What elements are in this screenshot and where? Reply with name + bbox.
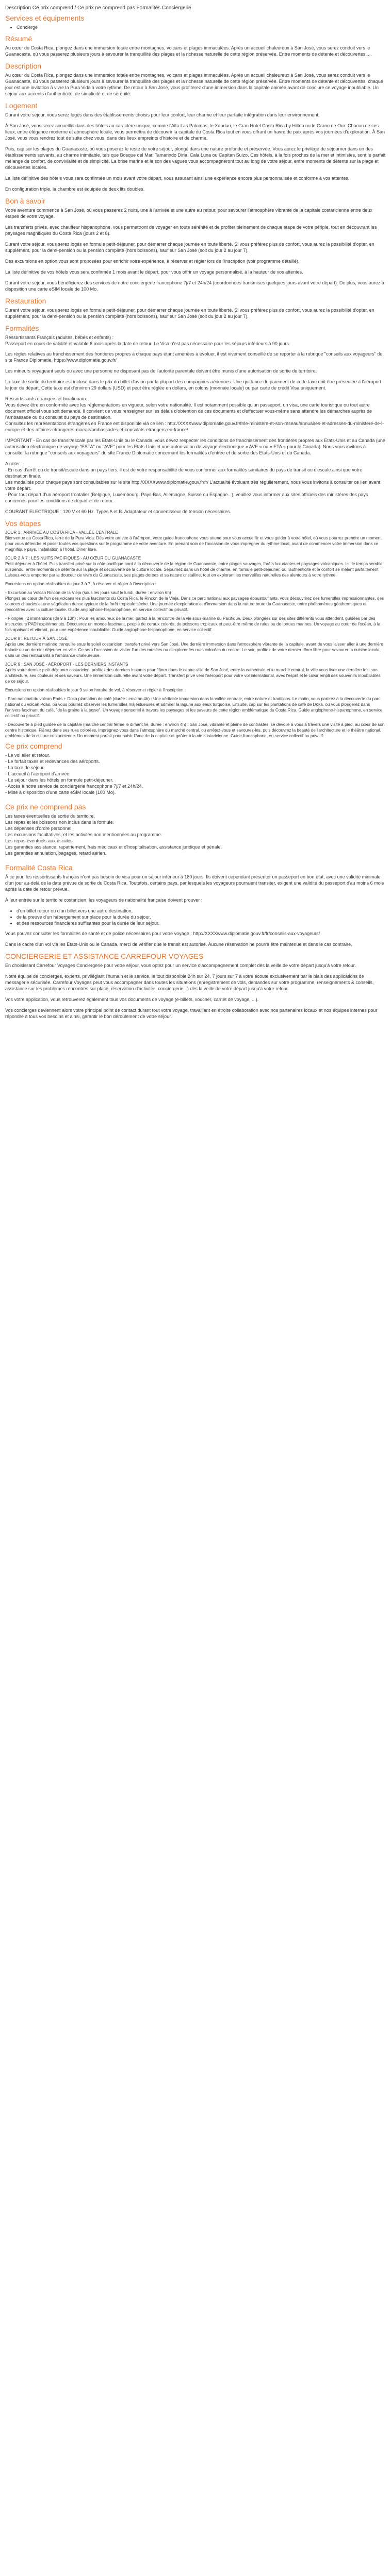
paragraph: - Excursion au Volcan Rincon de la Vieja (sous les jours sauf le lundi, durée : environ 6h) Plongez au cœur de l'un des volcans les plus fascinants du Costa Rica, le Rincon de la Vieja. Dans ce parc national aux paysages époustouflants, vous découvrirez des fumerolles impressionnantes, des sources chaudes et une végétation dense typique de la forêt tropicale sèche. Une journée d'exploration et d'immersion dans la nature brute du Guanacaste, entre phénomènes géothermiques et rencontres avec la culture locale. Guide anglophone-hispanophone, en service collectif ou privatif. [5, 590, 384, 612]
paragraph: JOUR 9 : SAN JOSÉ - AÉROPORT - LES DERNIERS INSTANTS Après votre dernier petit-déjeuner costaricien, profitez des derniers instants pour flâner dans le centre-ville de San José, entre la cathédrale et le marché central, la ville vous livre une dernière fois son architecture, ses couleurs et ses saveurs. Une immersion culturelle avant votre départ. Transfert privé vers l'aéroport pour votre vol international, avec l'esprit et le cœur empli des souvenirs inoubliables de ce séjour. [5, 662, 381, 684]
paragraph: Les mineurs voyageant seuls ou avec une personne ne disposant pas de l'autorité parentale doivent être munis d'une autorisation de sortie de territoire. [5, 368, 317, 374]
paragraph: À San José, vous serez accueillis dans des hôtels au caractère unique, comme l'Alta Las Palomas, le Xandari, le Gran Hotel Costa Rica by Hilton ou le Grano de Oro. Chacun de ces lieux, entre élégance moderne et atmosphère locale, vous permettra de découvrir la capitale du Costa Rica tout en vous offrant un havre de paix après vos journées d'exploration. À San José, vous vous rendrez tout de suite chez vous, dans des lieux empreints d'histoire et de charme. [5, 123, 385, 141]
section-title-resume: Résumé [5, 35, 32, 43]
page [0, 0, 391, 1035]
paragraph: La taxe de sortie du territoire est incluse dans le prix du billet d'avion par la plupart des compagnies aériennes. Une quittance du paiement de cette taxe doit être présentée à l'aéroport le jour du départ. Cette taxe est d'environ 29 dollars (USD) et peut être réglée en dollars, en colons (monnaie locale) ou par carte de crédit Visa uniquement. [5, 379, 381, 391]
resume-text: Au cœur du Costa Rica, plongez dans une immersion totale entre montagnes, volcans et plages immaculées. Après un accueil chaleureux à San José, vous serez conduit vers le Guanacaste, où vous passerez plusieurs jours à savourer la tranquillité des plages et la richesse naturelle de cette région préservée. Entre moments de détente et découvertes, ... [5, 45, 372, 57]
list-item: Les garanties annulation, bagages, retard aérien. [5, 851, 107, 856]
list-item: - Le séjour dans les hôtels en formule petit-déjeuner. [5, 777, 113, 783]
paragraph: Ressortissants étrangers et binationaux : Vous devez être en conformité avec les réglementations en vigueur, selon votre nationalité. Il est notamment possible qu'un passeport, un visa, une carte touristique ou tout autre document officiel vous soit demandé. Il convient de vous renseigner sur les délais d'obtention de ces documents et d'effectuer vous-même sans attendre les démarches auprès de l'ambassade ou du consulat du pays de destination. Consultez les représentations étrangères en France est disponible via ce lien : http://XXXXwww.diplomatie.gouv.fr/fr/le-ministere-et-son-reseau/annuaires-et-adresses-du-ministere-de-l-europe-et-des-affaires-etrangeres-maeae/ambassades-et-consulats-etrangers-en-france/ [5, 396, 384, 432]
paragraph: Notre équipe de concierges, experts, privilégiant l'humain et le service, le tout disponible 24h sur 24, 7 jours sur 7 à votre écoute exclusivement par le biais des applications de messagerie sécurisée. Carrefour Voyages peut vous accompagner dans toutes les situations (enregistrement de vols, demandes sur votre programme, renseignements & conseils, assistance sur les problèmes rencontrés sur place, réservation d'activités, conciergerie...) dès la veille de votre départ jusqu'à votre retour. [5, 974, 374, 991]
paragraph: Les transferts privés, avec chauffeur hispanophone, vous permettront de voyager en toute sérénité et de profiter pleinement de chaque étape de votre périple, tout en découvrant les paysages magnifiques du Costa Rica (jours 2 et 8). [5, 225, 377, 236]
paragraph: A noter : - En cas d'arrêt ou de transit/escale dans un pays tiers, il est de votre responsabilité de vous conformer aux formalités sanitaires du pays de transit ou d'escale ainsi que votre destination finale. Les modalités pour chaque pays sont consultables sur le site http://XXXXwww.diplomatie.gouv.fr/fr/ L'actualité évoluant très régulièrement, nous vous invitons à consulter ce lien avant votre départ. - Pour tout départ d'un aéroport frontalier (Belgique, Luxembourg, Pays-Bas, Allemagne, Suisse ou Espagne...), veuillez vous informer aux sites officiels des ministères des pays concernés pour les conditions de départ et de retour. [5, 461, 380, 503]
paragraph: Puis, cap sur les plages du Guanacaste, où vous poserez le reste de votre séjour, plongé dans une nature profonde et préservée. Vous aurez le privilège de séjourner dans un des établissements suivants, au charme inimitable, tels que Bosque del Mar, Tamarindo Diria, Cala Luna ou Capitan Suizo. Ces hôtels, à la fois proches de la mer et intimistes, sont le parfait mélange de confort, de convivialité et de simplicité. La brise marine et le son des vagues vous accompagneront tout au long de votre séjour, entre moments de détente sur la plage et découvertes locales. [5, 146, 386, 170]
paragraph: - Plongée : 2 immersions (de 9 à 13h) : Pour les amoureux de la mer, partez à la rencontre de la vie sous-marine du Pacifique. Deux plongées sur des sites différents vous attendent, guidées par des instructeurs PADI expérimentés. Découvrez un monde fascinant, peuplé de coraux colorés, de poissons tropicaux et peut-être même de raies ou de tortues marines. Un voyage au cœur de l'océan, à la fois apaisant et vibrant, pour une expérience inoubliable. Guide anglophone-hispanophone, en service collectif. [5, 616, 381, 632]
paragraph: Des excursions en option vous sont proposées pour enrichir votre expérience, à réserver et régler lors de l'inscription (voir programme détaillé). [5, 259, 300, 264]
line: Ressortissants Français (adultes, bébés et enfants) : [5, 335, 114, 340]
list-item: - Mise à disposition d'une carte eSIM locale (100 Mo). [5, 790, 116, 795]
section-title-prix-comprend: Ce prix comprend [5, 742, 62, 750]
paragraph: COURANT ELECTRIQUE : 120 V et 60 Hz. Types A et B. Adaptateur et convertisseur de tension nécessaires. [5, 509, 231, 514]
list-item: • Concierge [17, 24, 386, 30]
paragraph: À leur entrée sur le territoire costaricien, les voyageurs de nationalité française doivent prouver : [5, 897, 203, 903]
list-item: Les excursions facultatives, et les activités non mentionnées au programme. [5, 832, 162, 837]
section-title-formalite-costa-rica: Formalité Costa Rica [5, 863, 73, 872]
restauration-text: Durant votre séjour, vous serez logés en formule petit-déjeuner, pour démarrer chaque journée en toute liberté. Si vous préférez plus de confort, vous aurez la possibilité d'opter, en supplément, pour la demi-pension ou la pension complète (hors boissons), sauf sur San José (soit du jour 2 au jour 7). [5, 308, 374, 319]
list-item: Les dépenses d'ordre personnel. [5, 826, 73, 831]
paragraph: Vos concierges deviennent alors votre principal point de contact durant tout votre voyage, travaillant en étroite collaboration avec nos partenaires locaux et nos équipes internes pour répondre à tous vos besoins et ainsi, garantir le bon déroulement de votre séjour. [5, 1008, 378, 1019]
section-title-prix-ne-comprend: Ce prix ne comprend pas [5, 803, 86, 811]
paragraph: Durant votre séjour, vous serez logés dans des établissements choisis pour leur confort, leur charme et leur parfaite intégration dans leur environnement. [5, 112, 320, 117]
paragraph: IMPORTANT - En cas de transit/escale par les Etats-Unis ou le Canada, vous devez respecter les conditions de franchissement des frontières propres aux Etats-Unis et au Canada (une autorisation électronique de voyage "ESTA" ou "AVE" pour les Etats-Unis et une autorisation de voyage électronique « AVE » ou « ETA » pour le Canada). Nous vous invitons à consulter la rubrique "conseils aux voyageurs" du site France Diplomatie concernant les formalités d'entrée et de sortie des Etats-Unis et du Canada. [5, 438, 385, 455]
paragraph: Excursions en option réalisables le jour 9 selon horaire de vol, à réserver et régler à l'inscription : [5, 688, 186, 692]
paragraph: Vos votre application, vous retrouverez également tous vos documents de voyage (e-billets, voucher, carnet de voyage, ...). [5, 997, 259, 1002]
paragraph: Vous pouvez consulter les formalités de santé et de police nécessaires pour votre voyage : http://XXXXwww.diplomatie.gouv.fr/fr/conseils-aux-voyageurs/ [5, 931, 320, 936]
list-item: Les repas et les boissons non inclus dans la formule. [5, 820, 115, 825]
list-item: Les taxes éventuelles de sortie du territoire. [5, 814, 95, 819]
list-item: • de la preuve d'un hébergement sur place pour la durée du séjour, [17, 914, 386, 920]
section-title-formalites: Formalités [5, 324, 39, 332]
breadcrumb: Description Ce prix comprend / Ce prix ne comprend pas Formalités Conciergerie [5, 5, 191, 11]
list-item: - Le vol aller et retour. [5, 753, 51, 758]
paragraph: Votre aventure commence à San José, où vous passerez 2 nuits, une à l'arrivée et une autre au retour, pour savourer l'atmosphère vibrante de la capitale costaricienne entre deux étapes de votre voyage. [5, 208, 372, 219]
services-list [5, 24, 386, 30]
list-item: • d'un billet retour ou d'un billet vers une autre destination, [17, 908, 386, 914]
list-item: - La taxe de séjour. [5, 765, 45, 770]
list-item: - Accès à notre service de conciergerie francophone 7j/7 et 24h/24. [5, 784, 143, 789]
prix-comprend-list [5, 752, 386, 795]
paragraph: Excursions en option réalisables du jour 3 à 7, à réserver et régler à l'inscription : [5, 582, 156, 586]
paragraph: Dans le cadre d'un vol via les Etats-Unis ou le Canada, merci de vérifier que le transit est autorisé. Aucune réservation ne pourra être maintenue et dans le cas contraire. [5, 942, 352, 947]
section-title-conciergerie: CONCIERGERIE ET ASSISTANCE CARREFOUR VOYAGES [5, 952, 204, 960]
paragraph: JOUR 2 À 7 : LES NUITS PACIFIQUES - AU CŒUR DU GUANACASTE Petit-déjeuner à l'hôtel. Puis transfert privé sur la côte pacifique nord à la découverte de la région de Guanacaste, entre plages sauvages, forêts luxuriantes et paysages volcaniques. Ici, le temps semble suspendu, entre moments de détente sur la plage et découverte de la culture locale. Séjournez dans un hôtel de charme, en formule petit-déjeuner, où l'authenticité et le confort se mêlent parfaitement. Laissez-vous emporter par la douceur de vivre du Guanacaste, ses plages dorées et sa nature cristalline, tout en explorant les merveilles naturelles des alentours à votre rythme. [5, 556, 383, 578]
formalites-lines [5, 334, 386, 347]
list-item: Les garanties assistance, rapatriement, frais médicaux et d'hospitalisation, assistance juridique et pénale. [5, 844, 222, 850]
paragraph: Les règles relatives au franchissement des frontières propres à chaque pays étant amenées à évoluer, il est vivement conseillé de se reporter à la rubrique "conseils aux voyageurs" du site France Diplomatie, https://www.diplomatie.gouv.fr/ [5, 351, 383, 363]
line: Passeport en cours de validité et valable 6 mois après la date de retour. Le Visa n'est pas nécessaire pour les séjours inférieurs à 90 jours. [5, 341, 290, 346]
section-title-bon-a-savoir: Bon à savoir [5, 197, 45, 205]
paragraph: JOUR 8 : RETOUR À SAN JOSÉ Après une dernière matinée tranquille sous le soleil costaricien, transfert privé vers San José. Une dernière immersion dans l'atmosphère vibrante de la capitale, avant de vous laisser aller à une dernière balade ou un dernier déjeuner en ville. Ce sera l'occasion de visiter l'un des musées ou d'explorer les rues colorées du centre. Le soir, profitez de votre dernier dîner libre pour savourer la cuisine locale, dans un des restaurants à l'ambiance chaleureuse. [5, 636, 383, 658]
paragraph: - Parc national du volcan Poás + Doka plantation de café (durée : environ 4h) : Une véritable immersion dans la vallée centrale, entre nature et traditions. Le matin, vous partirez à la découverte du parc national du volcan Poás, où vous pourrez observer les fumerolles majestueuses et admirer la lagune aux eaux turquoise. Ensuite, cap sur les plantations de café de Doka, où vous plongerez dans l'univers fascinant du café, "de la graine à la tasse". Un voyage sensoriel à travers les paysages et les saveurs de cette région emblématique du Costa Rica. Guide anglophone-hispanophone, en service collectif ou privatif. [5, 697, 383, 718]
list-item: • et des ressources financières suffisantes pour la durée de leur séjour. [17, 920, 386, 926]
paragraph: En choisissant Carrefour Voyages Conciergerie pour votre séjour, vous optez pour un service d'accompagnement complet dès la veille de votre départ jusqu'à votre retour. [5, 963, 356, 968]
paragraph: La liste définitive de vos hôtels vous sera confirmée 1 mois avant le départ, pour vous offrir un voyage personnalisé, à la hauteur de vos attentes. [5, 269, 303, 275]
list-item: - L'accueil à l'aéroport d'arrivée. [5, 771, 71, 776]
list-item: - Le forfait taxes et redevances des aéroports. [5, 759, 100, 764]
paragraph: En configuration triple, la chambre est équipée de deux lits doubles. [5, 187, 145, 192]
paragraph: JOUR 1 : ARRIVÉE AU COSTA RICA - VALLÉE CENTRALE Bienvenue au Costa Rica, terre de la Pura Vida. Dès votre arrivée à l'aéroport, votre guide francophone vous attend pour vous accueillir et vous guider à votre hôtel, où vous pourrez prendre un moment pour vous détendre et poser toutes vos questions sur le programme de votre aventure. En prenant soin de l'occasion de vous imprégner du rythme local, avant de commencer votre immersion dans ce magnifique pays. Installation à l'hôtel. Dîner libre. [5, 530, 382, 552]
section-title-etapes: Vos étapes [5, 519, 41, 528]
section-title-restauration: Restauration [5, 297, 46, 305]
description-text: Au cœur du Costa Rica, plongez dans une immersion totale entre montagnes, volcans et plages immaculées. Après un accueil chaleureux à San José, vous serez conduit vers le Guanacaste, où vous passerez plusieurs jours à savourer la tranquillité des plages et la richesse naturelle de cette région préservée. Entre moments de détente et découvertes, chaque jour est une invitation à vivre la Pura Vida à votre rythme. De retour à San José, vous profiterez d'une immersion dans la capitale animée avant de conclure ce voyage inoubliable. Un séjour aux accents d'authenticité, de simplicité et de sérénité. [5, 73, 383, 96]
section-title-description: Description [5, 62, 42, 70]
prix-ne-comprend-list [5, 813, 386, 856]
section-title-services: Services et équipements [5, 14, 85, 22]
paragraph: Durant votre séjour, vous bénéficierez des services de notre conciergerie francophone 7j/7 et 24h/24 (coordonnées transmises quelques jours avant votre départ). De plus, vous aurez à disposition une carte eSIM locale de 100 Mo. [5, 280, 384, 292]
paragraph: - Découverte à pied guidée de la capitale (marché central ferme le dimanche, durée : environ 4h) : San José, vibrante et pleine de contrastes, se dévoile à vous à travers une visite à pied, au cœur de son centre historique. Flânez dans ses rues colorées, imprégnez-vous dans l'atmosphère du marché central, ou arrêtez-vous et savourez-les, puis découvrez la beauté de l'architecture et le théâtre national, emblèmes de la culture costaricienne. Un moment parfait pour saisir l'âme de la capitale et goûter à la vie costaricienne. Guide francophone, en service collectif ou privatif. [5, 722, 385, 738]
paragraph: Durant votre séjour, vous serez logés en formule petit-déjeuner, pour démarrer chaque journée en toute liberté. Si vous préférez plus de confort, vous aurez la possibilité d'opter, en supplément, pour la demi-pension ou la pension complète (hors boissons), sauf sur San José (soit du jour 2 au jour 7). [5, 242, 374, 253]
formalite-bullets [5, 908, 386, 926]
paragraph: À ce jour, les ressortissants français n'ont pas besoin de visa pour un séjour inférieur à 180 jours. Ils doivent cependant présenter un passeport en bon état, avec une validité minimale d'un jour au-delà de la date prévue de sortie du Costa Rica. Toutefois, certains pays, par lesquels les voyageurs pourraient transiter, exigent une validité du passeport d'au moins 6 mois après la date de retour prévue. [5, 874, 384, 892]
list-item: Les repas éventuels aux escales. [5, 838, 74, 843]
section-title-logement: Logement [5, 101, 38, 110]
paragraph: La liste définitive des hôtels vous sera confirmée un mois avant votre départ, vous assurant ainsi une expérience encore plus personnalisée et conforme à vos attentes. [5, 176, 350, 181]
